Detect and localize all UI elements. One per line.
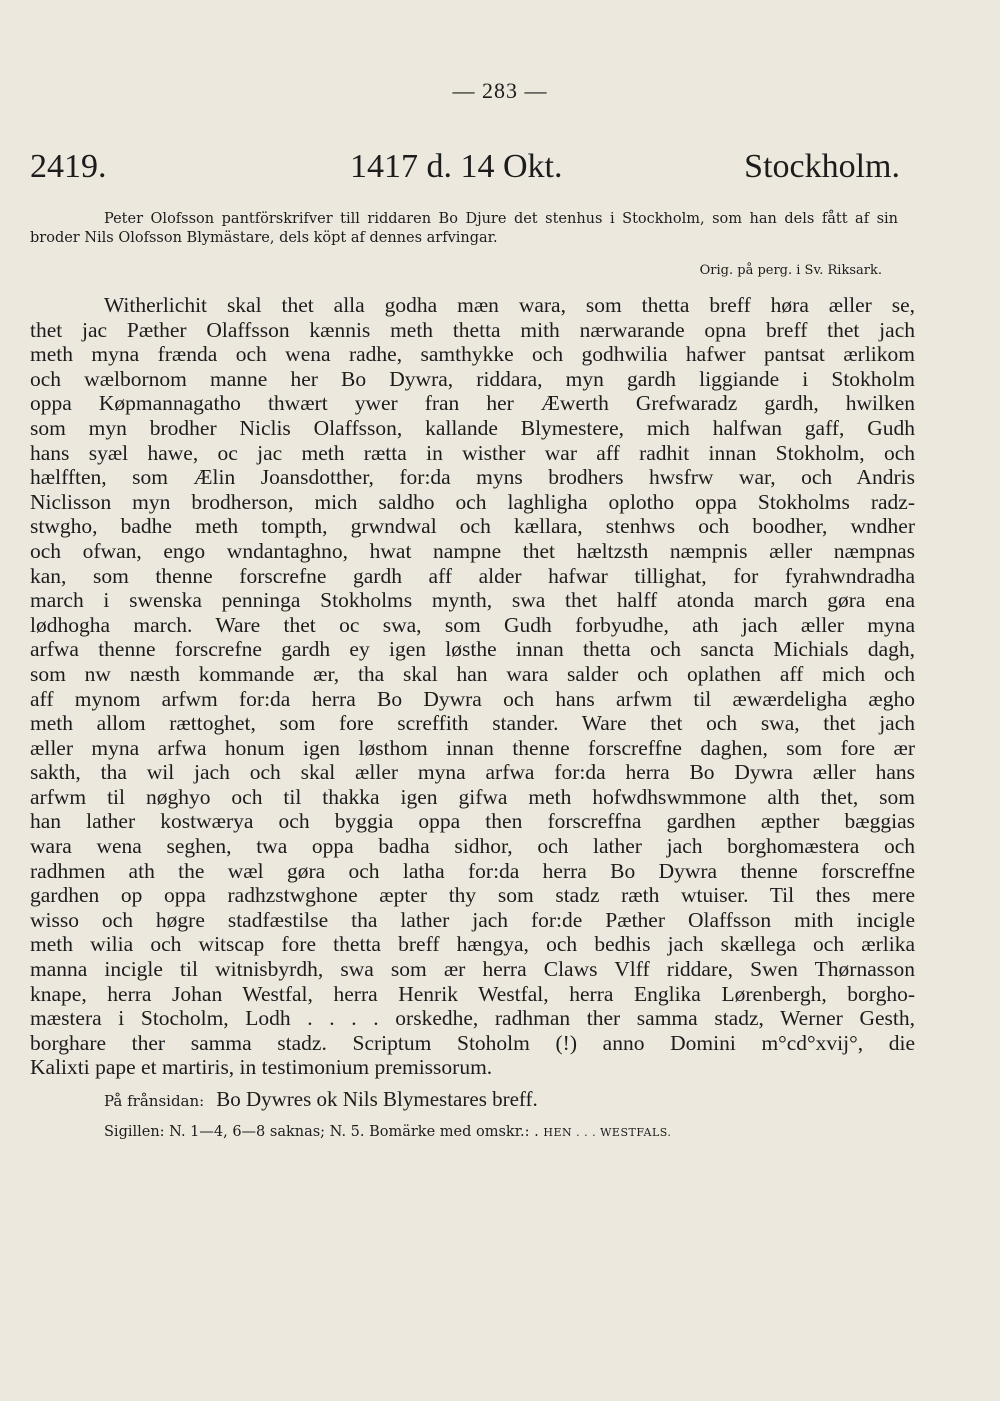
entry-heading — [30, 148, 900, 192]
charter-line: mæstera i Stocholm, Lodh . . . . orskedhe, radhman ther samma stadz, Werner Gesth, — [30, 1006, 915, 1031]
charter-line: meth myna frænda och wena radhe, samthykke och godhwilia hafwer pantsat ærlikom — [30, 342, 915, 367]
reverse-note-text: Bo Dywres ok Nils Blymestares breff. — [216, 1087, 538, 1111]
charter-line: kan, som thenne forscrefne gardh aff alder hafwar tillighat, for fyrahwndradha — [30, 563, 915, 588]
reverse-note-label: På frånsidan: — [104, 1092, 205, 1110]
entry-place: Stockholm. — [744, 148, 900, 185]
charter-line: som myn brodher Niclis Olaffsson, kallande Blymestere, mich halfwan gaff, Gudh — [30, 415, 915, 440]
entry-date: 1417 d. 14 Okt. — [350, 148, 563, 185]
charter-line: meth wilia och witscap fore thetta breff hængya, och bedhis jach skællega och ærlika — [30, 932, 915, 957]
charter-line: oppa Køpmannagatho thwært ywer fran her Æwerth Grefwaradz gardh, hwilken — [30, 391, 915, 416]
charter-line: sakth, tha wil jach och skal æller myna arfwa for:da herra Bo Dywra æller hans — [30, 760, 915, 785]
charter-line: meth allom rættoghet, som fore screffith stander. Ware thet och swa, thet jach — [30, 711, 915, 736]
charter-line: hælfften, som Ælin Joansdotther, for:da myns brodhers hwsfrw war, och Andris — [30, 465, 915, 490]
charter-line: gardhen op oppa radhzstwghone æpter thy som stadz ræth wtuiser. Til thes mere — [30, 883, 915, 908]
charter-line: wisso och høgre stadfæstilse tha lather jach for:de Pæther Olaffsson mith incigle — [30, 907, 915, 932]
charter-line: aff mynom arfwm for:da herra Bo Dywra och hans arfwm til æwærdeligha ægho — [30, 686, 915, 711]
charter-line: och ofwan, engo wndantaghno, hwat nampne thet hæltzsth næmpnis æller næmpnas — [30, 538, 915, 563]
source-reference: Orig. på perg. i Sv. Riksark. — [699, 263, 882, 278]
reverse-note — [104, 1087, 538, 1112]
charter-line: æller myna arfwa honum igen løsthom innan thenne forscreffne daghen, som fore ær — [30, 735, 915, 760]
entry-summary: Peter Olofsson pantförskrifver till riddaren Bo Djure det stenhus i Stockholm, som han dels fått af sin broder Nils Olofsson Blymästare, dels köpt af dennes arfvingar. — [30, 211, 898, 246]
charter-line: lødhogha march. Ware thet oc swa, som Gudh forbyudhe, ath jach æller myna — [30, 612, 915, 637]
charter-line: han lather kostwærya och byggia oppa then forscreffna gardhen æpther bæggias — [30, 809, 915, 834]
charter-line: wara wena seghen, twa oppa badha sidhor, och lather jach borghomæstera och — [30, 834, 915, 859]
charter-line: arfwm til nøghyo och til thakka igen gifwa meth hofwdhswmmone alth thet, som — [30, 784, 915, 809]
charter-line: radhmen ath the wæl gøra och latha for:da herra Bo Dywra thenne forscreffne — [30, 858, 915, 883]
seals-note-text: Sigillen: N. 1—4, 6—8 saknas; N. 5. Bomärke med omskr.: . — [104, 1124, 539, 1140]
charter-line: som nw næsth kommande ær, tha skal han wara salder och oplathen aff mich och — [30, 661, 915, 686]
charter-line: thet jac Pæther Olaffsson kænnis meth thetta mith nærwarande opna breff thet jach — [30, 317, 915, 342]
seals-note-inscription: HEN . . . WESTFALS. — [543, 1126, 672, 1139]
entry-number: 2419. — [30, 148, 107, 185]
charter-line: knape, herra Johan Westfal, herra Henrik Westfal, herra Englika Lørenbergh, borgho- — [30, 981, 915, 1006]
page-number: — 283 — — [452, 78, 548, 103]
charter-line: manna incigle til witnisbyrdh, swa som ær herra Claws Vlff riddare, Swen Thørnasson — [30, 957, 915, 982]
charter-line: och wælbornom manne her Bo Dywra, riddara, myn gardh liggiande i Stokholm — [30, 366, 915, 391]
charter-line: march i swenska penninga Stokholms mynth, swa thet halff atonda march gøra ena — [30, 588, 915, 613]
charter-line: borghare ther samma stadz. Scriptum Stoholm (!) anno Domini m°cd°xvij°, die — [30, 1030, 915, 1055]
charter-line: hans syæl hawe, oc jac meth rætta in wisther war aff radhit innan Stokholm, och — [30, 440, 915, 465]
charter-line: Niclisson myn brodherson, mich saldho och laghligha oplotho oppa Stokholms radz- — [30, 489, 915, 514]
charter-line: Witherlichit skal thet alla godha mæn wara, som thetta breff høra æller se, — [104, 293, 915, 317]
charter-text — [30, 293, 915, 1080]
seals-note — [104, 1124, 671, 1140]
charter-line: Kalixti pape et martiris, in testimonium premissorum. — [30, 1055, 493, 1080]
charter-line: arfwa thenne forscrefne gardh ey igen løsthe innan thetta och sancta Michials dagh, — [30, 637, 915, 662]
charter-line: stwgho, badhe meth tompth, grwndwal och kællara, stenhws och boodher, wndher — [30, 514, 915, 539]
